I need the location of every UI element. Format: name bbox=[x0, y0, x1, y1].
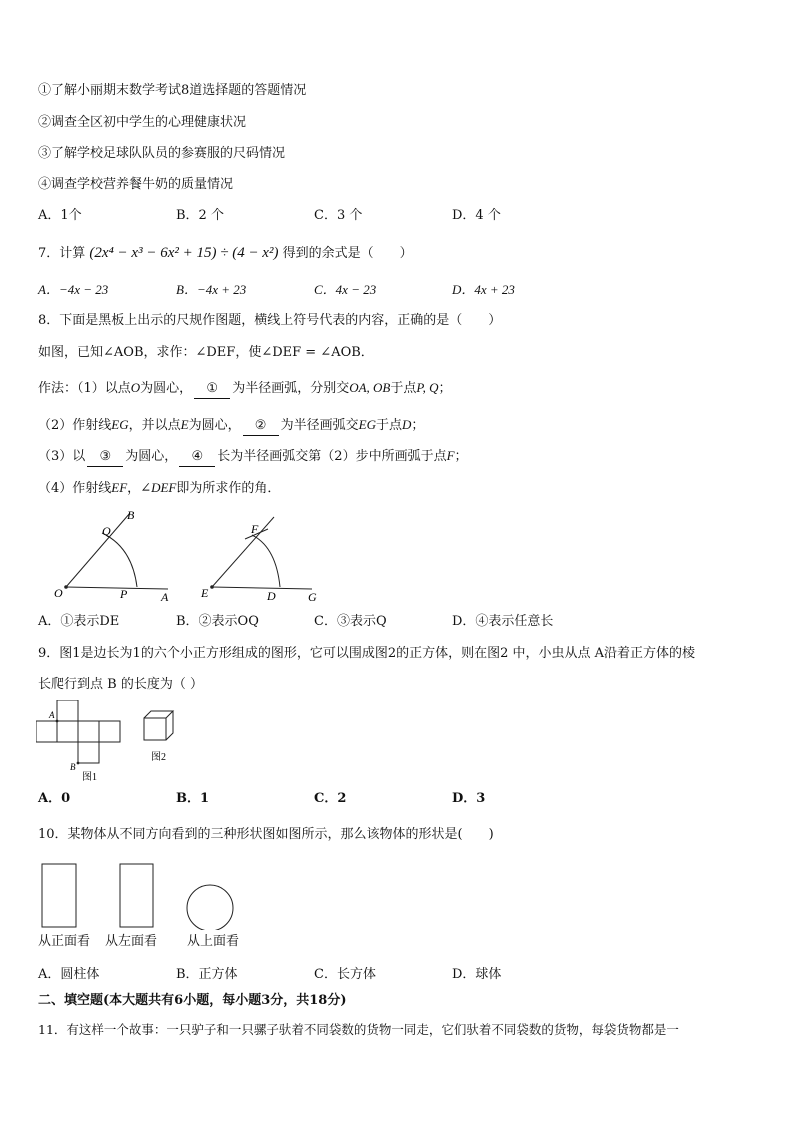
q8-step2-text4: 为半径画弧交 bbox=[280, 418, 359, 433]
q10-option-a: A．圆柱体 bbox=[38, 967, 100, 982]
fig2-label-d: D bbox=[267, 589, 276, 603]
q10-three-views bbox=[36, 860, 256, 930]
q8-step2-text5: 于点 bbox=[375, 418, 402, 433]
q8-step2-text2: ，并以点 bbox=[128, 418, 181, 433]
q8-step3-text: （3）以 bbox=[38, 449, 86, 464]
q7-suffix: 得到的余式是（ ） bbox=[282, 246, 413, 261]
q8-option-d: D．④表示任意长 bbox=[452, 614, 554, 629]
q8-step1-text: 作法：（1）以点 bbox=[38, 381, 131, 396]
q9-stem-line-1: 9．图1是边长为1的六个小正方形组成的图形，它可以围成图2的正方体，则在图2 中，小虫从点 A沿着正方体的棱 bbox=[38, 646, 696, 661]
q9-stem-line-2: 长爬行到点 B 的长度为（ ） bbox=[38, 677, 203, 692]
q9-figures bbox=[36, 700, 196, 785]
q6-option-b: B．2 个 bbox=[176, 208, 224, 223]
q6-option-c: C．3 个 bbox=[314, 208, 363, 223]
q8-points-pq: P, Q bbox=[416, 380, 439, 395]
left-view-rectangle bbox=[120, 864, 153, 927]
q10-option-d: D．球体 bbox=[452, 967, 502, 982]
q8-figures bbox=[40, 505, 340, 605]
q8-step2-end: ； bbox=[411, 418, 425, 433]
q9-option-a: A．0 bbox=[38, 791, 71, 806]
q8-step-2 bbox=[38, 416, 424, 436]
q8-step1-text3: 为半径画弧，分别交 bbox=[232, 381, 350, 396]
q8-step2-text3: 为圆心， bbox=[188, 418, 241, 433]
q8-figure-angle-def bbox=[200, 517, 317, 604]
q8-step1-text2: 为圆心， bbox=[140, 381, 193, 396]
q7-expression: (2x⁴ − x³ − 6x² + 15) ÷ (4 − x²) bbox=[89, 245, 279, 261]
q9-label-a: A bbox=[49, 710, 55, 720]
q8-ray-eg: EG bbox=[111, 417, 129, 432]
q7-option-a: A．−4x − 23 bbox=[38, 282, 109, 297]
fig1-label-b: B bbox=[127, 508, 135, 522]
q10-stem: 10．某物体从不同方向看到的三种形状图如图所示，那么该物体的形状是( ) bbox=[38, 827, 494, 842]
q7-option-d: D．4x + 23 bbox=[452, 282, 515, 297]
statement-4: ④调查学校营养餐牛奶的质量情况 bbox=[38, 177, 234, 192]
statement-2: ②调查全区初中学生的心理健康状况 bbox=[38, 115, 247, 130]
q9-option-c: C．2 bbox=[314, 791, 347, 806]
q9-caption-1: 图1 bbox=[82, 772, 97, 783]
q6-option-a: A．1个 bbox=[38, 208, 82, 223]
q9-option-d: D．3 bbox=[452, 791, 486, 806]
q8-step3-text3: 长为半径画弧交第（2）步中所画弧于点 bbox=[217, 449, 447, 464]
q8-step1-end: ； bbox=[438, 381, 452, 396]
q8-step-1 bbox=[38, 379, 452, 399]
top-view-circle bbox=[187, 885, 233, 930]
fig2-label-e: E bbox=[201, 586, 209, 600]
q10-option-c: C．长方体 bbox=[314, 967, 376, 982]
q11-stem: 11．有这样一个故事：一只驴子和一只骡子驮着不同袋数的货物一同走，它们驮着不同袋数的货物，每袋货物都是一 bbox=[38, 1022, 679, 1037]
q10-view-left: 从左面看 bbox=[105, 934, 158, 949]
q8-point-o: O bbox=[130, 380, 141, 395]
q10-view-front: 从正面看 bbox=[38, 934, 91, 949]
q8-step3-text2: 为圆心， bbox=[125, 449, 178, 464]
q8-step1-text4: 于点 bbox=[390, 381, 417, 396]
q8-step-3 bbox=[38, 447, 468, 467]
fig1-label-p: P bbox=[120, 587, 128, 601]
q8-point-f: F bbox=[446, 448, 455, 463]
q8-given: 如图，已知∠AOB，求作：∠DEF，使∠DEF = ∠AOB． bbox=[38, 345, 374, 360]
q6-option-d: D．4 个 bbox=[452, 208, 501, 223]
q8-point-e: E bbox=[180, 417, 189, 432]
q9-option-b: B．1 bbox=[176, 791, 210, 806]
fig1-label-o: O bbox=[54, 586, 63, 600]
q8-stem: 8．下面是黑板上出示的尺规作图题，横线上符号代表的内容，正确的是（ ） bbox=[38, 313, 502, 328]
q8-blank-1: ① bbox=[194, 380, 230, 399]
q8-step3-end: ； bbox=[454, 449, 468, 464]
fig1-label-q: Q bbox=[102, 524, 111, 538]
q8-ray-eg-2: EG bbox=[358, 417, 376, 432]
q8-step4-comma: ， bbox=[127, 481, 141, 496]
q8-step4-end: 即为所求作的角． bbox=[176, 481, 281, 496]
q8-ray-ef: EF bbox=[111, 480, 128, 495]
q8-option-a: A．①表示DE bbox=[38, 614, 120, 629]
q7-option-b: B．−4x + 23 bbox=[176, 282, 247, 297]
q8-option-b: B．②表示OQ bbox=[176, 614, 259, 629]
q7-prefix: 7．计算 bbox=[38, 246, 86, 261]
q10-option-b: B．正方体 bbox=[176, 967, 238, 982]
q8-blank-3: ③ bbox=[87, 448, 123, 467]
q7-option-c: C．4x − 23 bbox=[314, 282, 377, 297]
q8-figure-angle-aob bbox=[54, 508, 169, 604]
q8-blank-4: ④ bbox=[179, 448, 215, 467]
q8-angle-def: ∠DEF bbox=[140, 480, 177, 495]
statement-1: ①了解小丽期末数学考试8道选择题的答题情况 bbox=[38, 83, 307, 98]
q8-option-c: C．③表示Q bbox=[314, 614, 387, 629]
q8-point-d: D bbox=[401, 417, 412, 432]
q8-step4-text: （4）作射线 bbox=[38, 481, 112, 496]
q9-label-b: B bbox=[70, 762, 76, 772]
q9-caption-2: 图2 bbox=[151, 752, 166, 763]
q8-step-4 bbox=[38, 479, 280, 498]
q10-view-top: 从上面看 bbox=[187, 934, 240, 949]
q8-blank-2: ② bbox=[243, 417, 279, 436]
q8-step2-text: （2）作射线 bbox=[38, 418, 112, 433]
front-view-rectangle bbox=[42, 864, 76, 927]
fig1-label-a: A bbox=[161, 590, 169, 604]
fig2-label-f: F bbox=[251, 522, 259, 536]
q9-cube bbox=[144, 711, 173, 740]
fig2-label-g: G bbox=[308, 590, 317, 604]
q8-rays: OA, OB bbox=[349, 380, 391, 395]
statement-3: ③了解学校足球队队员的参赛服的尺码情况 bbox=[38, 146, 286, 161]
section-heading: 二、填空题(本大题共有6小题，每小题3分，共18分) bbox=[38, 993, 347, 1008]
q7-stem bbox=[38, 244, 413, 263]
